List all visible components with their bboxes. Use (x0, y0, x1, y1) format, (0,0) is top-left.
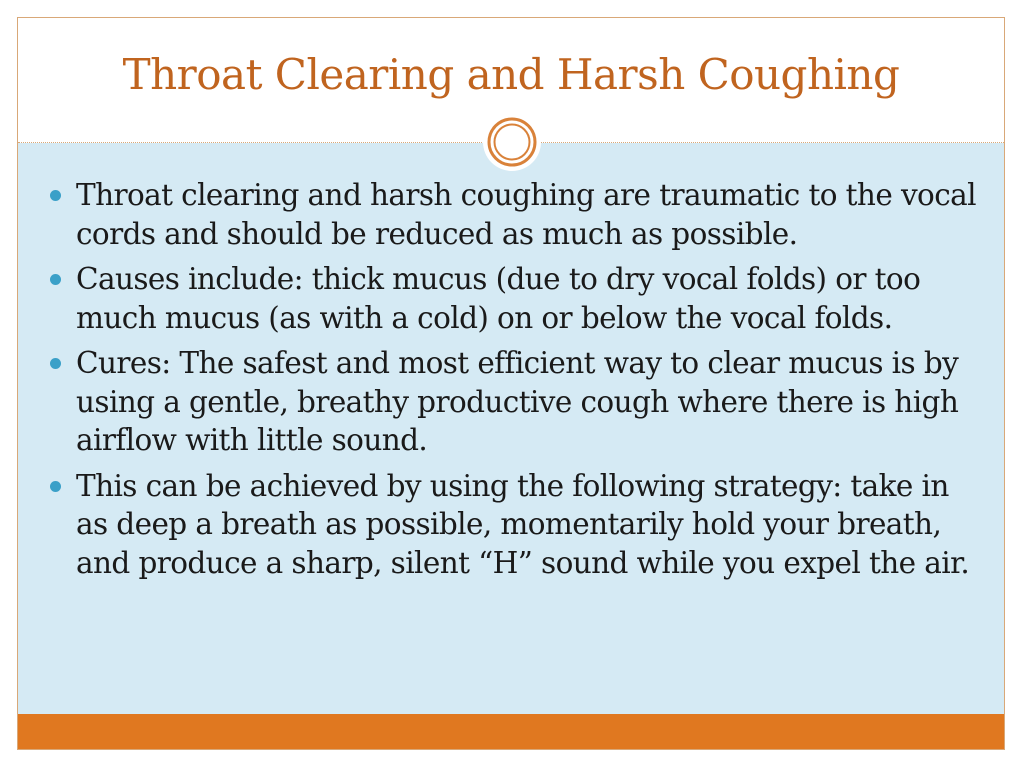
slide (17, 17, 1005, 750)
bullet-dot-icon (50, 481, 61, 492)
bullet-list (48, 176, 988, 589)
bullet-dot-icon (50, 190, 61, 201)
footer-bar (18, 714, 1004, 749)
bullet-item (48, 176, 988, 253)
bullet-dot-icon (50, 274, 61, 285)
circle-ornament-icon (487, 117, 537, 167)
bullet-text: Throat clearing and harsh coughing are traumatic to the vocal cords and should be reduced as much as possible. (76, 178, 976, 251)
bullet-text: This can be achieved by using the following strategy: take in as deep a breath as possible, momentarily hold your breath, and produce a sharp, silent “H” sound while you expel the air. (76, 468, 970, 580)
bullet-text: Causes include: thick mucus (due to dry vocal folds) or too much mucus (as with a cold) on or below the vocal folds. (76, 262, 921, 335)
bullet-item (48, 467, 988, 583)
bullet-item (48, 344, 988, 460)
slide-title: Throat Clearing and Harsh Coughing (122, 50, 900, 99)
bullet-text: Cures: The safest and most efficient way to clear mucus is by using a gentle, breathy productive cough where there is high airflow with little sound. (76, 346, 959, 457)
bullet-item (48, 260, 988, 337)
bullet-dot-icon (50, 358, 61, 369)
